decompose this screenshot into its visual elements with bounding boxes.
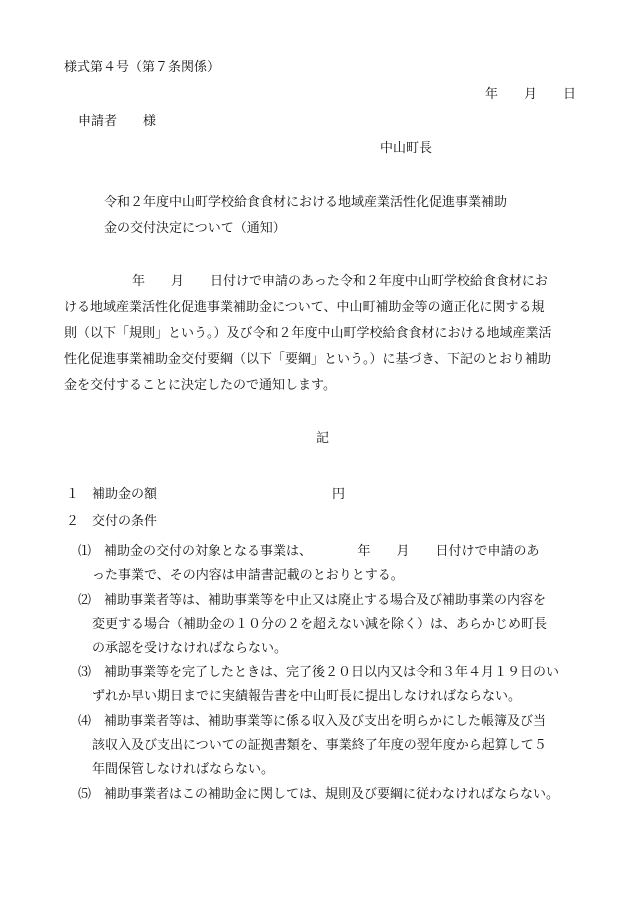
- condition-text: 補助金の交付の対象となる事業は、 年 月 日付けで申請のあ: [104, 544, 540, 559]
- applicant-name: 申請者 様: [78, 114, 157, 129]
- condition-number: ⑴: [78, 544, 92, 559]
- date-line: 年 月 日: [485, 87, 577, 102]
- condition-text: の承認を受けなければならない。: [92, 641, 288, 656]
- ki-heading: 記: [316, 431, 330, 446]
- condition-text: 補助事業者等は、補助事業等に係る収入及び支出を明らかにした帳簿及び当: [104, 714, 547, 729]
- section1-number: １: [66, 487, 80, 502]
- body-line-4: 性化促進事業補助金交付要綱（以下「要綱」という。）に基づき、下記のとおり補助: [64, 352, 551, 367]
- condition-number: ⑶: [78, 665, 92, 680]
- condition-text: 変更する場合（補助金の１０分の２を超えない減を除く）は、あらかじめ町長: [92, 617, 548, 632]
- document-title-line1: 令和２年度中山町学校給食食材における地域産業活性化促進事業補助: [104, 195, 508, 210]
- body-line-2: ける地域産業活性化促進事業補助金について、中山町補助金等の適正化に関する規: [64, 300, 545, 315]
- condition-text: 補助事業者等は、補助事業等を中止又は廃止する場合及び補助事業の内容を: [104, 593, 547, 608]
- condition-text: 補助事業者はこの補助金に関しては、規則及び要綱に従わなければならない。: [104, 787, 560, 802]
- section1-unit: 円: [332, 487, 346, 502]
- section2-number: ２: [66, 514, 80, 529]
- condition-text: 補助事業等を完了したときは、完了後２０日以内又は令和３年４月１９日のい: [104, 665, 560, 680]
- condition-text: 該収入及び支出についての証拠書類を、事業終了年度の翌年度から起算して５: [92, 738, 547, 753]
- condition-text: った事業で、その内容は申請書記載のとおりとする。: [92, 568, 404, 583]
- form-number: 様式第４号（第７条関係）: [64, 60, 221, 75]
- condition-number: ⑸: [78, 787, 92, 802]
- body-line-1: 年 月 日付けで申請のあった令和２年度中山町学校給食食材にお: [132, 274, 548, 289]
- document-title-line2: 金の交付決定について（通知）: [104, 221, 286, 236]
- body-line-5: 金を交付することに決定したので通知します。: [64, 378, 336, 393]
- issuer-name: 中山町長: [380, 141, 433, 156]
- condition-number: ⑵: [78, 593, 92, 608]
- section1-label: 補助金の額: [92, 487, 158, 502]
- condition-text: ずれか早い期日までに実績報告書を中山町長に提出しなければならない。: [92, 689, 522, 704]
- condition-number: ⑷: [78, 714, 92, 729]
- section2-label: 交付の条件: [92, 514, 158, 529]
- body-line-3: 則（以下「規則」という。）及び令和２年度中山町学校給食食材における地域産業活: [64, 326, 552, 341]
- condition-text: 年間保管しなければならない。: [92, 762, 275, 777]
